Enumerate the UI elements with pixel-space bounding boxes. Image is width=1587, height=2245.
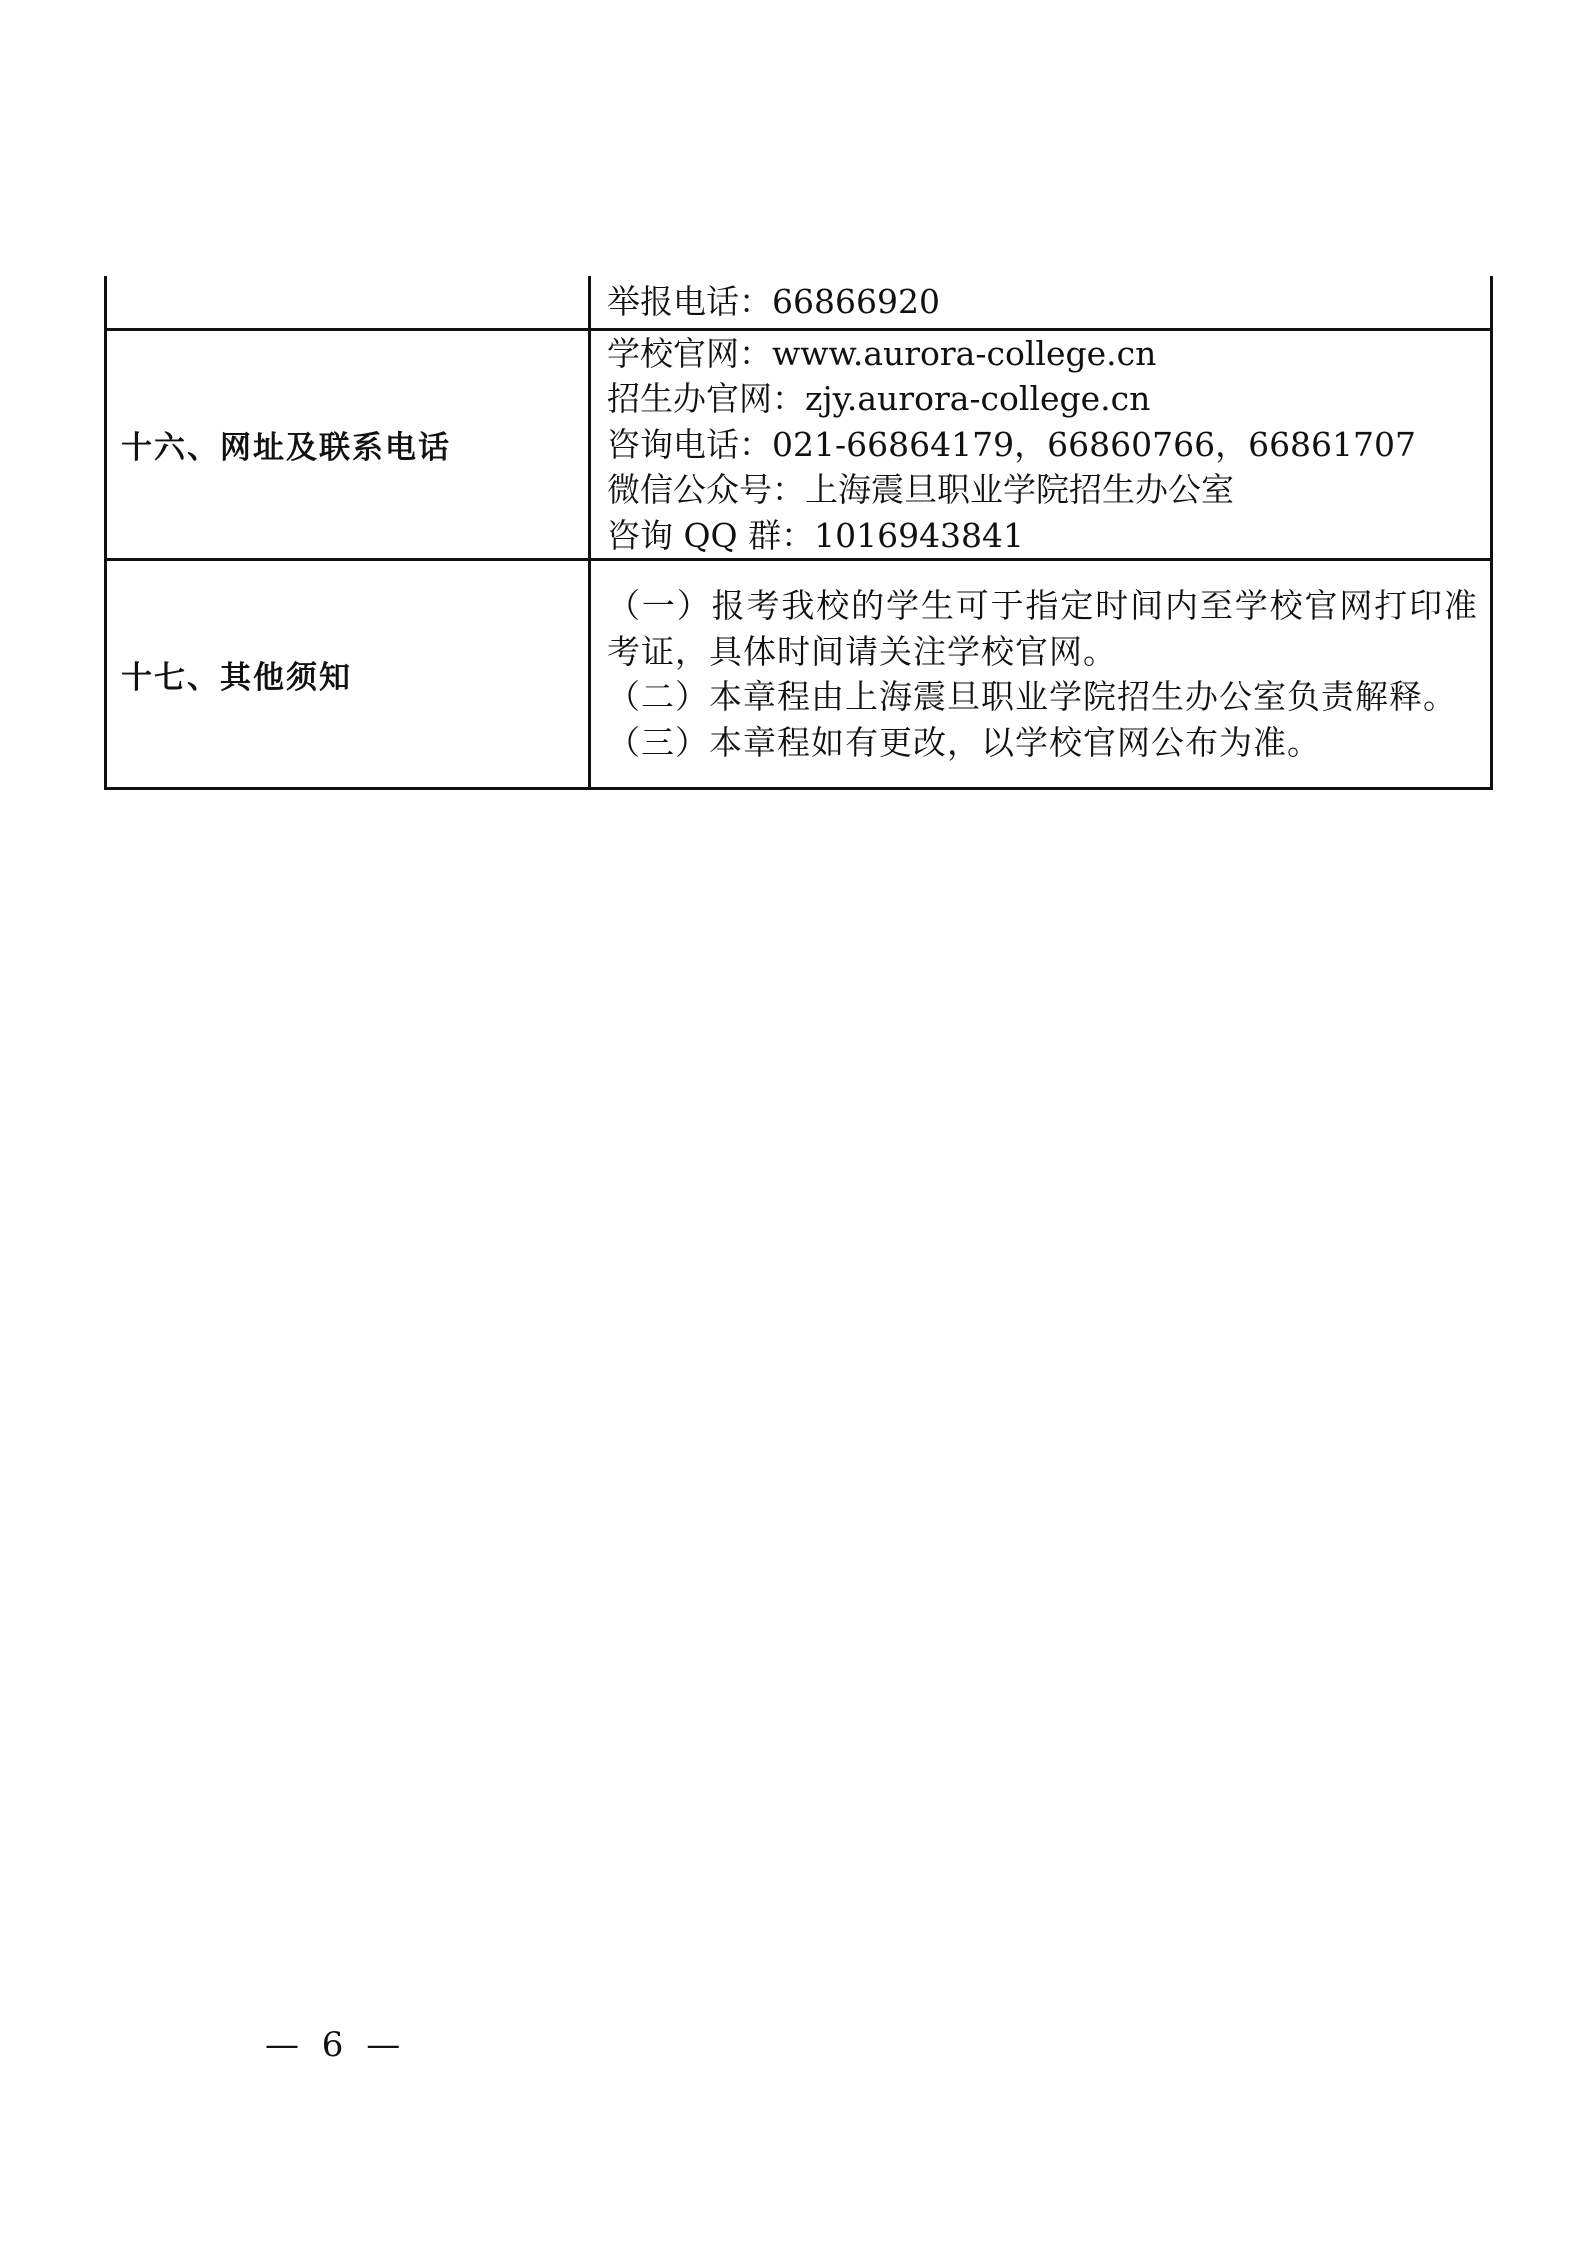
page-number: — 6 — xyxy=(265,2025,407,2065)
row-content xyxy=(590,276,1492,329)
table-row xyxy=(106,560,1492,789)
report-phone-line: 举报电话：66866920 xyxy=(607,282,940,321)
qq-group-line: 咨询 QQ 群：1016943841 xyxy=(607,515,1025,555)
table-row xyxy=(106,329,1492,560)
row-label xyxy=(106,276,590,329)
row-label-other-notes: 十七、其他须知 xyxy=(106,560,590,789)
row-content xyxy=(590,560,1492,789)
document-table xyxy=(104,276,1493,790)
note-paragraph-3: （三）本章程如有更改，以学校官网公布为准。 xyxy=(607,722,1321,762)
school-website-line: 学校官网：www.aurora-college.cn xyxy=(607,333,1157,373)
row-label-website-contact: 十六、网址及联系电话 xyxy=(106,329,590,560)
admissions-website-line: 招生办官网：zjy.aurora-college.cn xyxy=(607,379,1151,418)
note-paragraph-1: （一）报考我校的学生可于指定时间内至学校官网打印准考证，具体时间请关注学校官网。 xyxy=(607,586,1478,671)
note-paragraph-2: （二）本章程由上海震旦职业学院招生办公室负责解释。 xyxy=(607,677,1457,716)
consult-phone-line: 咨询电话：021-66864179，66860766，66861707 xyxy=(607,424,1417,464)
table-row xyxy=(106,276,1492,329)
wechat-account-line: 微信公众号：上海震旦职业学院招生办公室 xyxy=(607,470,1234,509)
row-content xyxy=(590,329,1492,560)
